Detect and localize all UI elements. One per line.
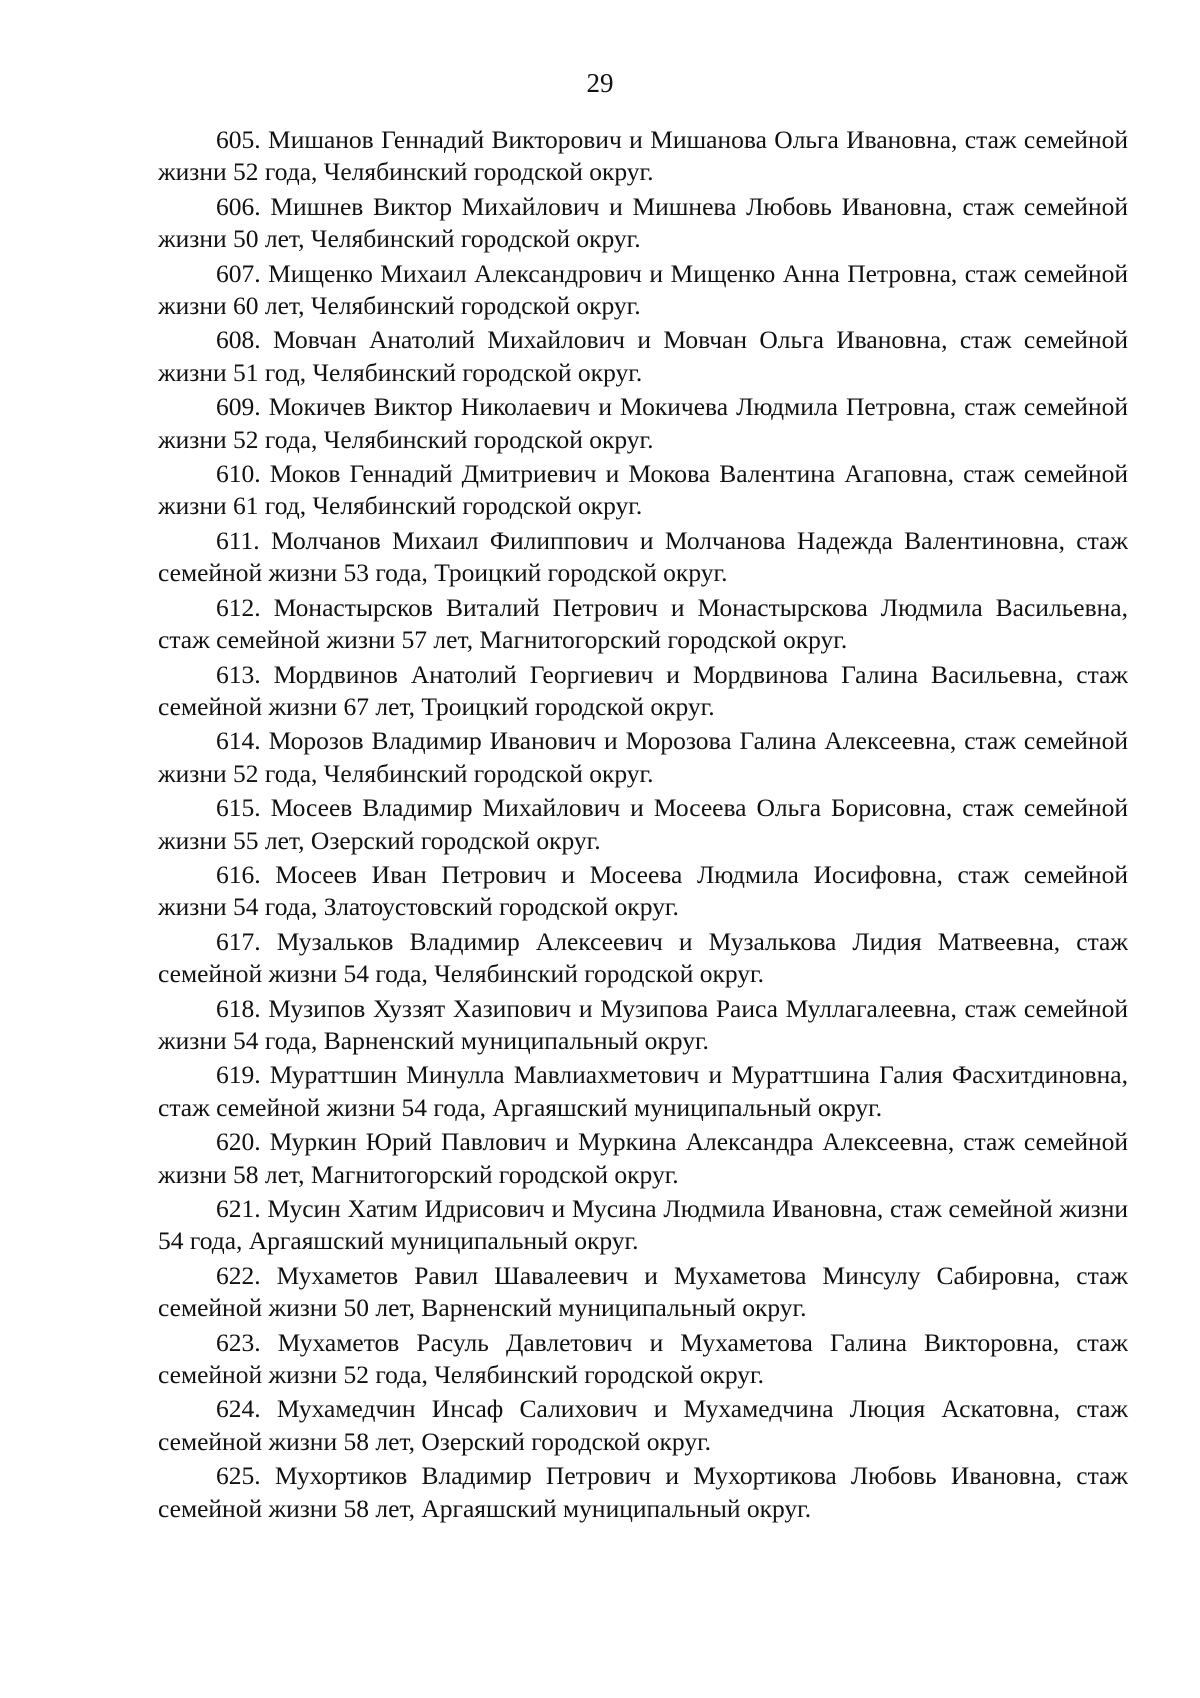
list-item	[158, 391, 1128, 456]
entry-text: Мураттшин Минулла Мавлиахметович и Мураттшина Галия Фасхитдиновна, стаж семейной жизни 54 года, Аргаяшский муниципальный округ.	[158, 1060, 1128, 1122]
list-item	[158, 592, 1128, 657]
entry-number: 625.	[216, 1461, 261, 1491]
list-item	[158, 1260, 1128, 1325]
entry-text: Моков Геннадий Дмитриевич и Мокова Валентина Агаповна, стаж семейной жизни 61 год, Челябинский городской округ.	[158, 459, 1128, 521]
entry-number: 623.	[216, 1327, 261, 1357]
entry-number: 614.	[216, 726, 261, 756]
list-item	[158, 725, 1128, 790]
entry-number: 621.	[216, 1194, 261, 1223]
list-item	[158, 1193, 1128, 1258]
entry-number: 605.	[216, 125, 261, 154]
list-item	[158, 458, 1128, 523]
entry-text: Мишнев Виктор Михайлович и Мишнева Любовь Ивановна, стаж семейной жизни 50 лет, Челябинский городской округ.	[158, 191, 1129, 254]
entry-text: Монастырсков Виталий Петрович и Монастырскова Людмила Васильевна, стаж семейной жизни 57 лет, Магнитогорский городской округ.	[158, 592, 1129, 655]
entry-text: Мосеев Иван Петрович и Мосеева Людмила Иосифовна, стаж семейной жизни 54 года, Златоустовский городской округ.	[158, 859, 1129, 922]
entry-text: Молчанов Михаил Филиппович и Молчанова Надежда Валентиновна, стаж семейной жизни 53 года, Троицкий городской округ.	[158, 525, 1128, 588]
entry-number: 613.	[216, 659, 261, 689]
entry-text: Мосеев Владимир Михайлович и Мосеева Ольга Борисовна, стаж семейной жизни 55 лет, Озерский городской округ.	[158, 793, 1128, 855]
entry-text: Мишанов Геннадий Викторович и Мишанова Ольга Ивановна, стаж семейной жизни 52 года, Челябинский городской округ.	[158, 125, 1128, 187]
list-item	[158, 191, 1128, 256]
list-item	[158, 792, 1128, 857]
entry-text: Музальков Владимир Алексеевич и Музалькова Лидия Матвеевна, стаж семейной жизни 54 года, Челябинский городской округ.	[158, 926, 1128, 989]
entry-text: Мусин Хатим Идрисович и Мусина Людмила Ивановна, стаж семейной жизни 54 года, Аргаяшский муниципальный округ.	[158, 1194, 1128, 1256]
list-item	[158, 124, 1128, 189]
entry-number: 624.	[216, 1394, 261, 1424]
entry-number: 618.	[216, 993, 261, 1023]
entry-number: 612.	[216, 592, 261, 622]
entry-number: 615.	[216, 793, 261, 823]
entry-number: 609.	[216, 392, 261, 422]
entry-number: 620.	[216, 1127, 261, 1157]
entry-number: 610.	[216, 459, 261, 489]
entry-number: 608.	[216, 325, 261, 355]
entry-text: Мовчан Анатолий Михайлович и Мовчан Ольга Ивановна, стаж семейной жизни 51 год, Челябинский городской округ.	[158, 325, 1128, 387]
entry-number: 606.	[216, 191, 261, 221]
list-item	[158, 859, 1128, 924]
list-item	[158, 1460, 1128, 1525]
entry-number: 617.	[216, 926, 261, 956]
entry-number: 611.	[216, 525, 260, 555]
entry-text: Морозов Владимир Иванович и Морозова Галина Алексеевна, стаж семейной жизни 52 года, Челябинский городской округ.	[158, 726, 1128, 788]
entry-text: Мокичев Виктор Николаевич и Мокичева Людмила Петровна, стаж семейной жизни 52 года, Челябинский городской округ.	[158, 392, 1128, 454]
entry-number: 607.	[216, 258, 261, 288]
list-item	[158, 525, 1128, 590]
entry-text: Мордвинов Анатолий Георгиевич и Мордвинова Галина Васильевна, стаж семейной жизни 67 лет, Троицкий городской округ.	[158, 659, 1129, 721]
award-list	[158, 124, 1128, 1527]
list-item	[158, 1327, 1128, 1392]
list-item	[158, 1126, 1128, 1191]
entry-text: Мухортиков Владимир Петрович и Мухортикова Любовь Ивановна, стаж семейной жизни 58 лет, Аргаяшский муниципальный округ.	[158, 1461, 1128, 1523]
list-item	[158, 1059, 1128, 1124]
entry-number: 622.	[216, 1260, 261, 1290]
entry-number: 616.	[216, 859, 261, 889]
list-item	[158, 993, 1128, 1058]
entry-number: 619.	[216, 1060, 261, 1090]
entry-text: Мухаметов Расуль Давлетович и Мухаметова Галина Викторовна, стаж семейной жизни 52 года, Челябинский городской округ.	[158, 1327, 1128, 1390]
list-item	[158, 1393, 1128, 1458]
entry-text: Муркин Юрий Павлович и Муркина Александра Алексеевна, стаж семейной жизни 58 лет, Магнитогорский городской округ.	[158, 1127, 1129, 1189]
entry-text: Музипов Хуззят Хазипович и Музипова Раиса Муллагалеевна, стаж семейной жизни 54 года, Варненский муниципальный округ.	[158, 993, 1128, 1055]
entry-text: Мухамедчин Инсаф Салихович и Мухамедчина Люция Аскатовна, стаж семейной жизни 58 лет, Озерский городской округ.	[158, 1394, 1129, 1456]
entry-text: Мищенко Михаил Александрович и Мищенко Анна Петровна, стаж семейной жизни 60 лет, Челябинский городской округ.	[158, 258, 1128, 321]
list-item	[158, 659, 1128, 724]
list-item	[158, 926, 1128, 991]
entry-text: Мухаметов Равил Шавалеевич и Мухаметова Минсулу Сабировна, стаж семейной жизни 50 лет, Варненский муниципальный округ.	[158, 1260, 1128, 1323]
list-item	[158, 258, 1128, 323]
page-number: 29	[586, 68, 614, 98]
list-item	[158, 324, 1128, 389]
